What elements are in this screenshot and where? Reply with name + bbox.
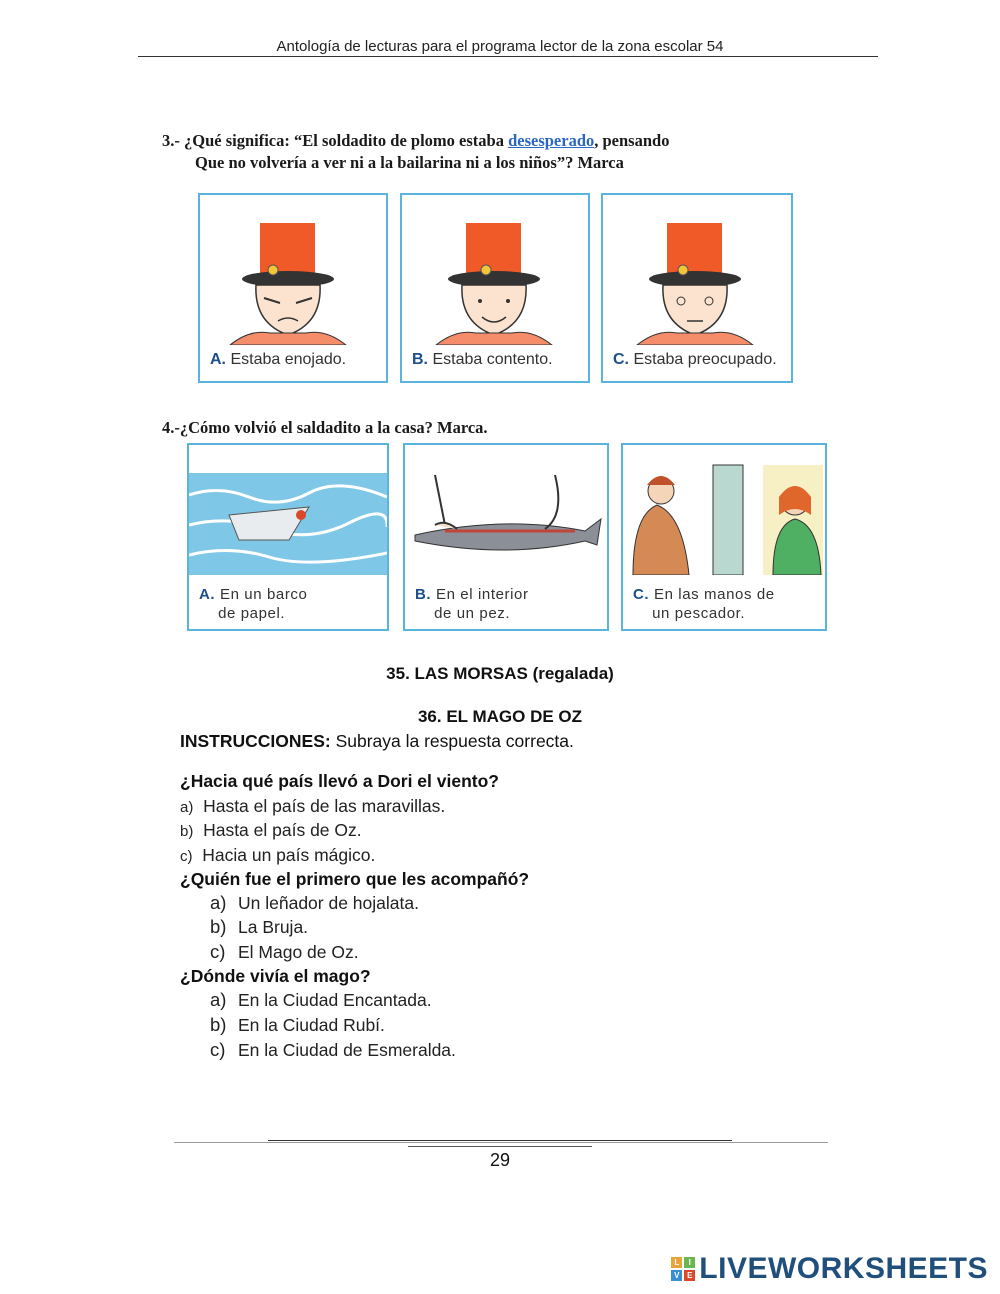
- section-36-title: 36. EL MAGO DE OZ: [417, 707, 583, 726]
- option-card-c-label: C. Estaba preocupado.: [613, 351, 777, 368]
- paper-boat-water-icon: [189, 445, 387, 575]
- oz-q3-option-c[interactable]: c) En la Ciudad de Esmeralda.: [210, 1039, 456, 1060]
- option-card-b-label: B. Estaba contento.: [412, 351, 553, 368]
- brand-name: LIVEWORKSHEETS: [699, 1252, 988, 1285]
- question-4: 4.-¿Cómo volvió el saldadito a la casa? Marca.: [162, 418, 488, 437]
- option-card-a[interactable]: [198, 193, 388, 383]
- logo-grid-icon: L I V E: [671, 1257, 695, 1281]
- fish-hands-icon: [405, 445, 607, 575]
- oz-q2-option-b[interactable]: b) La Bruja.: [210, 916, 309, 937]
- oz-q1-option-c[interactable]: c) Hacia un país mágico.: [180, 845, 376, 865]
- question-3-text-2: , pensando: [594, 131, 670, 150]
- boat-option-card[interactable]: [187, 443, 389, 631]
- oz-q1-option-b[interactable]: b) Hasta el país de Oz.: [180, 820, 362, 840]
- question-3-text-1: 3.- ¿Qué significa: “El soldadito de plomo estaba: [162, 131, 509, 150]
- oz-question-3: ¿Dónde vivía el mago?: [180, 966, 371, 986]
- option-card-c[interactable]: [601, 193, 793, 383]
- liveworksheets-logo[interactable]: [671, 1252, 988, 1286]
- oz-question-2: ¿Quién fue el primero que les acompañó?: [180, 869, 530, 889]
- fish-option-card[interactable]: [403, 443, 609, 631]
- oz-question-1: ¿Hacia qué país llevó a Dori el viento?: [180, 771, 499, 791]
- oz-q3-option-b[interactable]: b) En la Ciudad Rubí.: [210, 1014, 385, 1035]
- option-card-a-label: A. Estaba enojado.: [210, 351, 347, 368]
- instructions-text: Subraya la respuesta correcta.: [330, 731, 574, 751]
- soldier-worried-icon: [603, 195, 791, 345]
- oz-q3-option-a[interactable]: a) En la Ciudad Encantada.: [210, 989, 432, 1010]
- header-divider: [138, 56, 878, 57]
- instructions: [180, 731, 574, 752]
- fisherman-option-card[interactable]: [621, 443, 827, 631]
- footer-divider-dark: [268, 1140, 732, 1141]
- boat-option-label: A. En un barco de papel.: [199, 586, 308, 622]
- fisherman-option-label: C. En las manos de un pescador.: [633, 586, 775, 622]
- footer-divider-short: [408, 1146, 592, 1147]
- section-35-title: 35. LAS MORSAS (regalada): [386, 664, 614, 683]
- soldier-happy-icon: [402, 195, 588, 345]
- instructions-label: INSTRUCCIONES:: [180, 731, 331, 751]
- oz-q1-option-a[interactable]: a) Hasta el país de las maravillas.: [180, 796, 446, 816]
- page-header: Antología de lecturas para el programa lector de la zona escolar 54: [276, 38, 724, 55]
- question-3-line-2: Que no volvería a ver ni a la bailarina ni a los niños”? Marca: [195, 153, 624, 172]
- question-3-keyword: desesperado: [508, 131, 595, 150]
- oz-q2-option-a[interactable]: a) Un leñador de hojalata.: [210, 892, 419, 913]
- page-number: 29: [489, 1150, 511, 1170]
- fisherman-door-icon: [623, 445, 825, 575]
- fish-option-label: B. En el interior de un pez.: [415, 586, 529, 622]
- option-card-b[interactable]: [400, 193, 590, 383]
- soldier-angry-icon: [200, 195, 386, 345]
- question-3: [162, 131, 669, 151]
- oz-q2-option-c[interactable]: c) El Mago de Oz.: [210, 941, 359, 962]
- footer-divider: [174, 1142, 828, 1143]
